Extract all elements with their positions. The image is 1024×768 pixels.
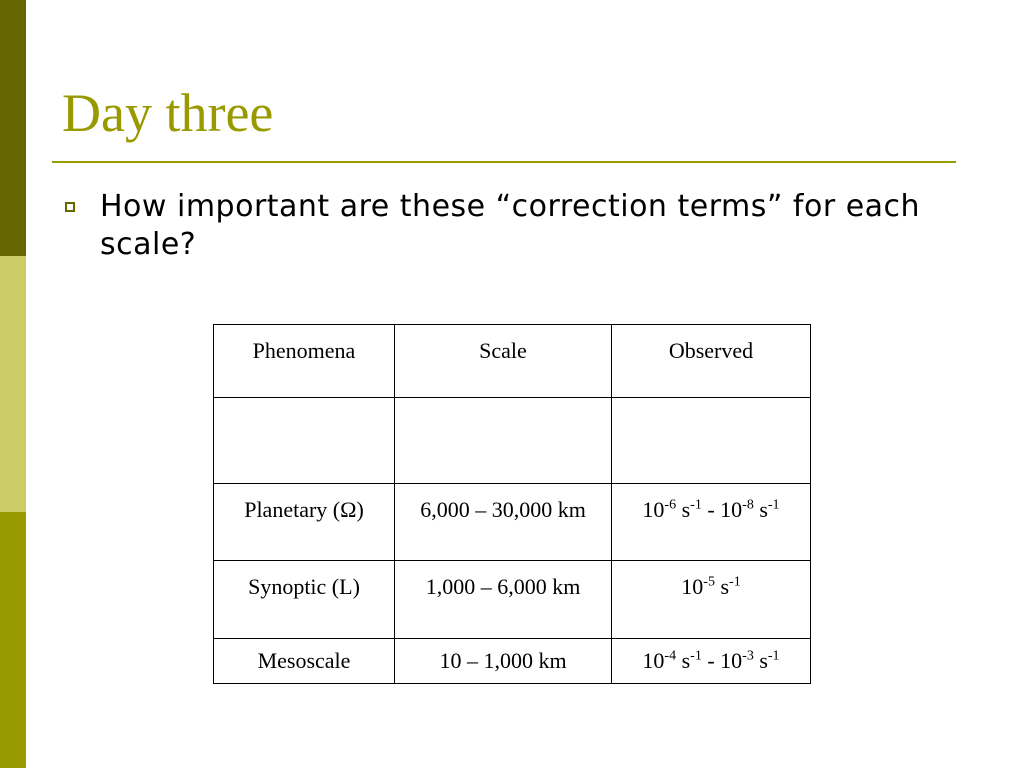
cell-observed: $10^{-4}$ $s^{-1} - 10^{-3}$ $s^{-1}$ xyxy=(612,639,811,684)
table-row-synoptic xyxy=(214,561,811,639)
cell-scale: 10 – 1,000 km xyxy=(395,639,612,684)
table-row-empty xyxy=(214,398,811,484)
cell-phenomena xyxy=(214,398,395,484)
bullet-text: How important are these “correction terms” for each scale? xyxy=(100,189,921,262)
cell-scale xyxy=(395,398,612,484)
title-divider xyxy=(52,161,956,163)
scales-table xyxy=(213,324,811,684)
header-phenomena: Phenomena xyxy=(214,325,395,398)
table-row-mesoscale xyxy=(214,639,811,684)
bullet-item xyxy=(62,188,942,264)
cell-phenomena: Mesoscale xyxy=(214,639,395,684)
square-bullet-icon xyxy=(65,202,75,212)
sidebar-band-middle xyxy=(0,256,26,512)
header-scale: Scale xyxy=(395,325,612,398)
header-observed: Observed xyxy=(612,325,811,398)
cell-observed xyxy=(612,398,811,484)
sidebar-band-top xyxy=(0,0,26,256)
slide-title: Day three xyxy=(62,83,274,143)
cell-scale: 6,000 – 30,000 km xyxy=(395,484,612,561)
cell-phenomena: Planetary (Ω) xyxy=(214,484,395,561)
sidebar-band-bottom xyxy=(0,512,26,768)
cell-observed: $10^{-5}$ $s^{-1}$ xyxy=(612,561,811,639)
cell-phenomena: Synoptic (L) xyxy=(214,561,395,639)
table-row-planetary xyxy=(214,484,811,561)
cell-observed: $10^{-6}$ $s^{-1} - 10^{-8}$ $s^{-1}$ xyxy=(612,484,811,561)
cell-scale: 1,000 – 6,000 km xyxy=(395,561,612,639)
table-header-row xyxy=(214,325,811,398)
